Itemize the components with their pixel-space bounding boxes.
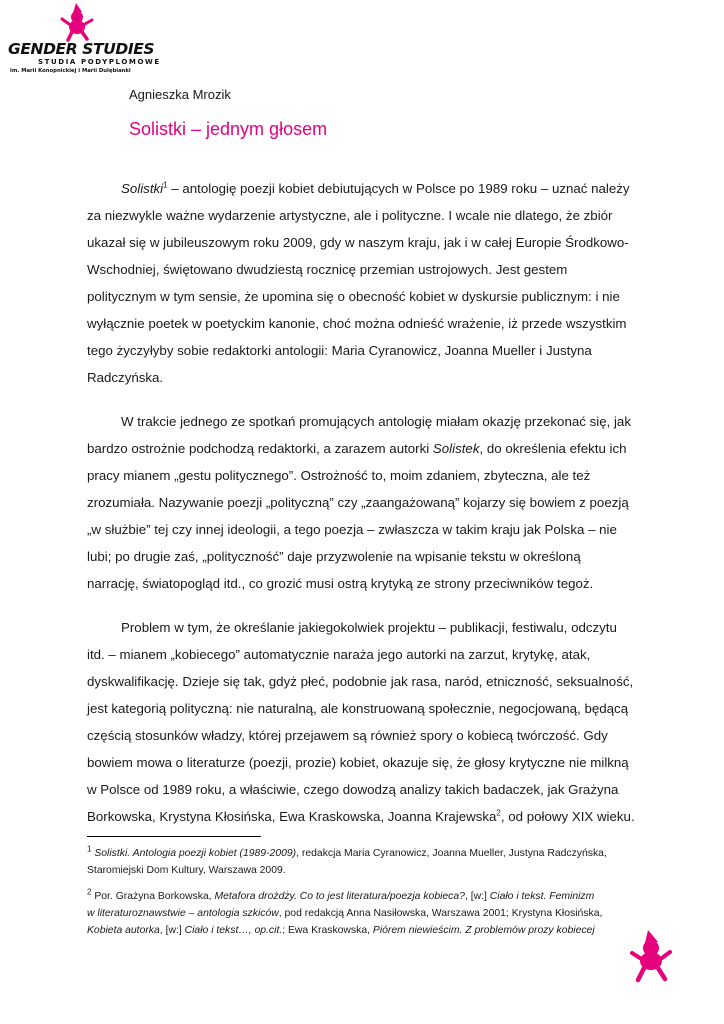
- article-title: Solistki – jednym głosem: [129, 119, 328, 139]
- paragraph-line: jest kategorią polityczną: nie naturalną, ale konstruowaną społecznie, negocjowaną, będącą: [87, 701, 629, 716]
- author-name: Agnieszka Mrozik: [129, 87, 231, 102]
- footnote-2: [87, 888, 639, 939]
- paragraph-line: Wschodniej, świętowano dwudziestą rocznicę przemian ustrojowych. Jest gestem: [87, 262, 568, 277]
- gender-studies-logo: [8, 2, 161, 98]
- paragraph-line: W trakcie jednego ze spotkań promujących antologię miałam okazję przekonać się, jak: [121, 414, 631, 429]
- footnote-1: [87, 845, 639, 879]
- logo-title: GENDER STUDIES: [8, 40, 155, 58]
- logo-subtitle-names: im. Marii Konopnickiej i Marii Dulębianki: [10, 68, 131, 74]
- gnome-mascot-icon: [56, 2, 98, 42]
- paragraph-line: dyskwalifikację. Dzieje się tak, gdyż płeć, podobnie jak rasa, naród, etniczność, seksualność,: [87, 674, 634, 689]
- paragraph-line: częścią stosunków władzy, której przejawem są również spory o kobiecą twórczość. Gdy: [87, 728, 608, 743]
- paragraph-line: tego życzyłyby sobie redaktorki antologii: Maria Cyranowicz, Joanna Mueller i Justyna: [87, 343, 592, 358]
- paragraph-line: [87, 175, 639, 202]
- line-text: Solistki$^1$ – antologię poezji kobiet debiutujących w Polsce po 1989 roku – uznać należy: [121, 180, 630, 196]
- paragraph-line: za niezwykle ważne wydarzenie artystyczne, ale i polityczne. I wcale nie dlatego, że zbiór: [87, 208, 613, 223]
- footnote-line: $^1$ Solistki. Antologia poezji kobiet (1989-2009), redakcja Maria Cyranowicz, Joanna Mueller, Justyna Radczyńska,: [87, 844, 607, 859]
- paragraph-line: politycznym w tym sensie, że upomina się o obecność kobiet w dyskursie publicznym: i nie: [87, 289, 620, 304]
- paragraph-line: „w służbie” tej czy innej ideologii, a tego poezja – zwłaszcza w takim kraju jak Polska – nie: [87, 522, 617, 537]
- footnote-line: Staromiejski Dom Kultury, Warszawa 2009.: [87, 865, 286, 876]
- paragraph-line: w Polsce od 1989 roku, a właściwie, czego dowodzą analizy takich badaczek, jak Grażyna: [87, 782, 619, 797]
- paragraph-line: itd. – mianem „kobiecego” automatycznie naraża jego autorki na zarzut, krytykę, atak,: [87, 647, 591, 662]
- paragraph-line: Problem w tym, że określanie jakiegokolwiek projektu – publikacji, festiwalu, odczytu: [121, 620, 617, 635]
- paragraph-line: wyłącznie poetek w poetyckim kanonie, choć można odnieść wrażenie, iż przede wszystkim: [87, 316, 627, 331]
- paragraph-line: narrację, światopogląd itd., co grozić musi ostrą krytyką ze strony przeciwników tegoż.: [87, 576, 594, 591]
- paragraph-line: zrozumiała. Nazywanie poezji „polityczną” czy „zaangażowaną” kojarzy się bowiem z poezją: [87, 495, 629, 510]
- footnote-line: w literaturoznawstwie – antologia szkiców, pod redakcją Anna Nasiłowska, Warszawa 2001; Krystyna Kłosińska,: [87, 908, 603, 919]
- paragraph-line: pracy mianem „gestu politycznego”. Ostrożność to, moim zdaniem, zbyteczna, ale też: [87, 468, 591, 483]
- footnote-line: $^2$ Por. Grażyna Borkowska, Metafora drożdży. Co to jest literatura/poezja kobieca?, [w:] Ciało i tekst. Feminizm: [87, 887, 595, 902]
- paragraph-line: Borkowska, Krystyna Kłosińska, Ewa Kraskowska, Joanna Krajewska$^2$, od połowy XIX wieku.: [87, 808, 635, 824]
- paragraph-line: bardzo ostrożnie podchodzą redaktorki, a zarazem autorki Solistek, do określenia efektu ich: [87, 441, 627, 456]
- paragraph-line: bowiem mowa o literaturze (poezji, prozie) kobiet, okazuje się, że głosy krytyczne nie milkną: [87, 755, 629, 770]
- paragraph-line: lubi; po drugie zaś, „polityczność” daje przyzwolenie na wpisanie tekstu w określoną: [87, 549, 581, 564]
- footnote-separator: [87, 836, 261, 837]
- footnote-line: Kobieta autorka, [w:] Ciało i tekst…, op.cit.; Ewa Kraskowska, Piórem niewieścim. Z problemów prozy kobiecej: [87, 925, 595, 936]
- logo-subtitle: STUDIA PODYPLOMOWE: [38, 58, 161, 66]
- paragraph-line: ukazał się w jubileuszowym roku 2009, gdy w naszym kraju, jak i w całej Europie Środkowo-: [87, 235, 629, 250]
- paragraph-line: Radczyńska.: [87, 370, 164, 385]
- article-body: [87, 175, 639, 830]
- gnome-mascot-footer-icon: [628, 928, 674, 989]
